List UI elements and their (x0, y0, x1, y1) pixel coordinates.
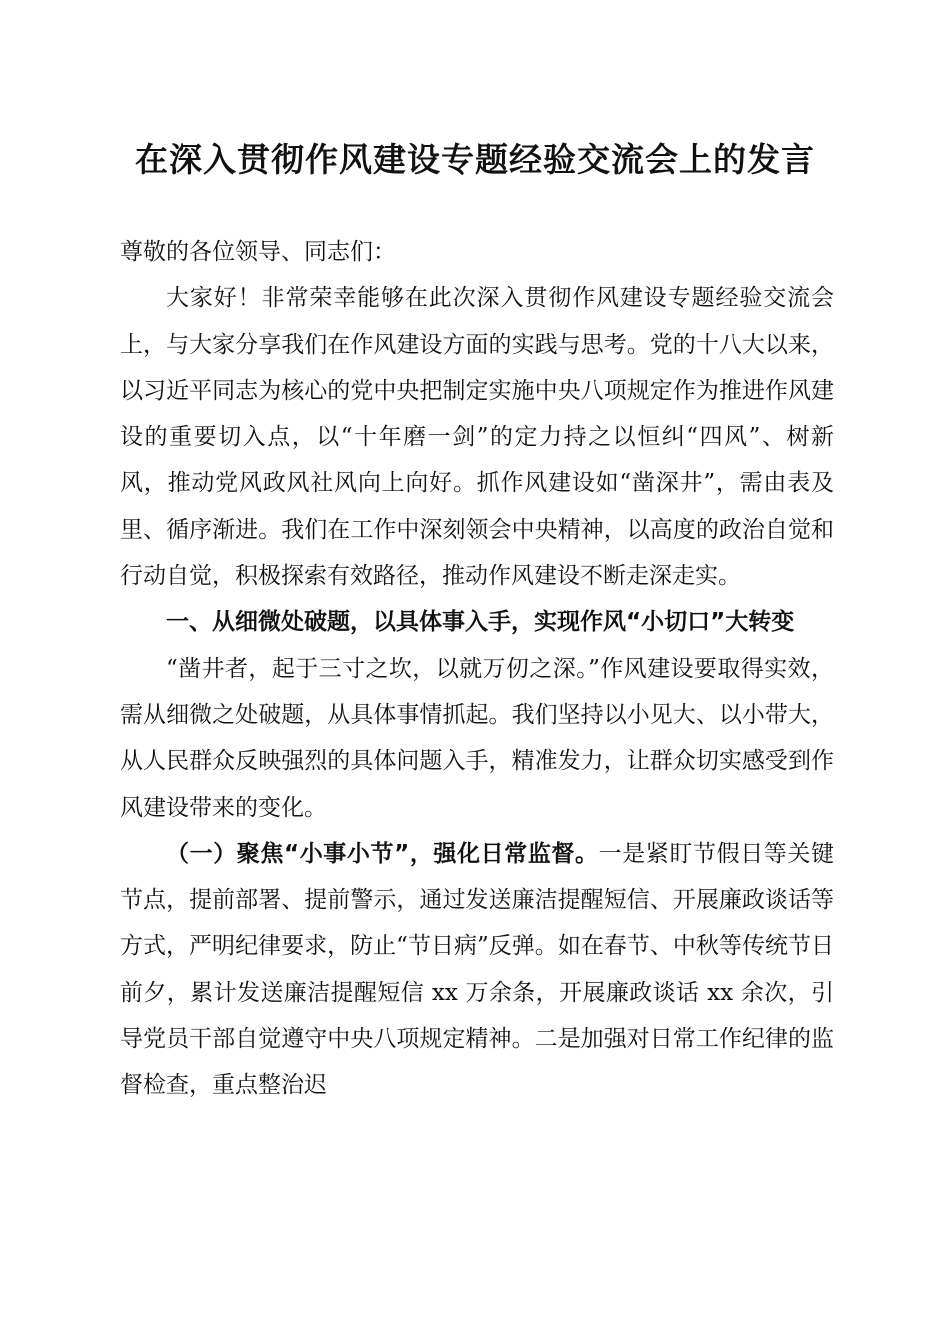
document-title: 在深入贯彻作风建设专题经验交流会上的发言 (135, 140, 815, 179)
subsection-lead: （一）聚焦“小事小节”，强化日常监督。 (166, 840, 599, 867)
document-body (120, 229, 834, 1109)
section-heading: 一、从细微处破题，以具体事入手，实现作风“小切口”大转变 (166, 609, 795, 636)
subsection-paragraph (120, 831, 834, 1109)
intro-paragraph: 大家好！非常荣幸能够在此次深入贯彻作风建设专题经验交流会上，与大家分享我们在作风建设方面的实践与思考。党的十八大以来，以习近平同志为核心的党中央把制定实施中央八项规定作为推进作风建设的重要切入点，以“十年磨一剑”的定力持之以恒纠“四风”、树新风，推动党风政风社风向上向好。抓作风建设如“凿深井”，需由表及里、循序渐进。我们在工作中深刻领会中央精神，以高度的政治自觉和行动自觉，积极探索有效路径，推动作风建设不断走深走实。 (120, 285, 834, 590)
subsection-body: 一是紧盯节假日等关键节点，提前部署、提前警示，通过发送廉洁提醒短信、开展廉政谈话等方式，严明纪律要求，防止“节日病”反弹。如在春节、中秋等传统节日前夕，累计发送廉洁提醒短信 xx 万余条，开展廉政谈话 xx 余次，引导党员干部自觉遵守中央八项规定精神。二是加强对日常工作纪律的监督检查，重点整治迟 (120, 840, 834, 1099)
section-paragraph: “凿井者，起于三寸之坎，以就万仞之深。”作风建设要取得实效，需从细微之处破题，从具体事情抓起。我们坚持以小见大、以小带大，从人民群众反映强烈的具体问题入手，精准发力，让群众切实感受到作风建设带来的变化。 (120, 655, 834, 821)
salutation: 尊敬的各位领导、同志们： (120, 239, 396, 265)
